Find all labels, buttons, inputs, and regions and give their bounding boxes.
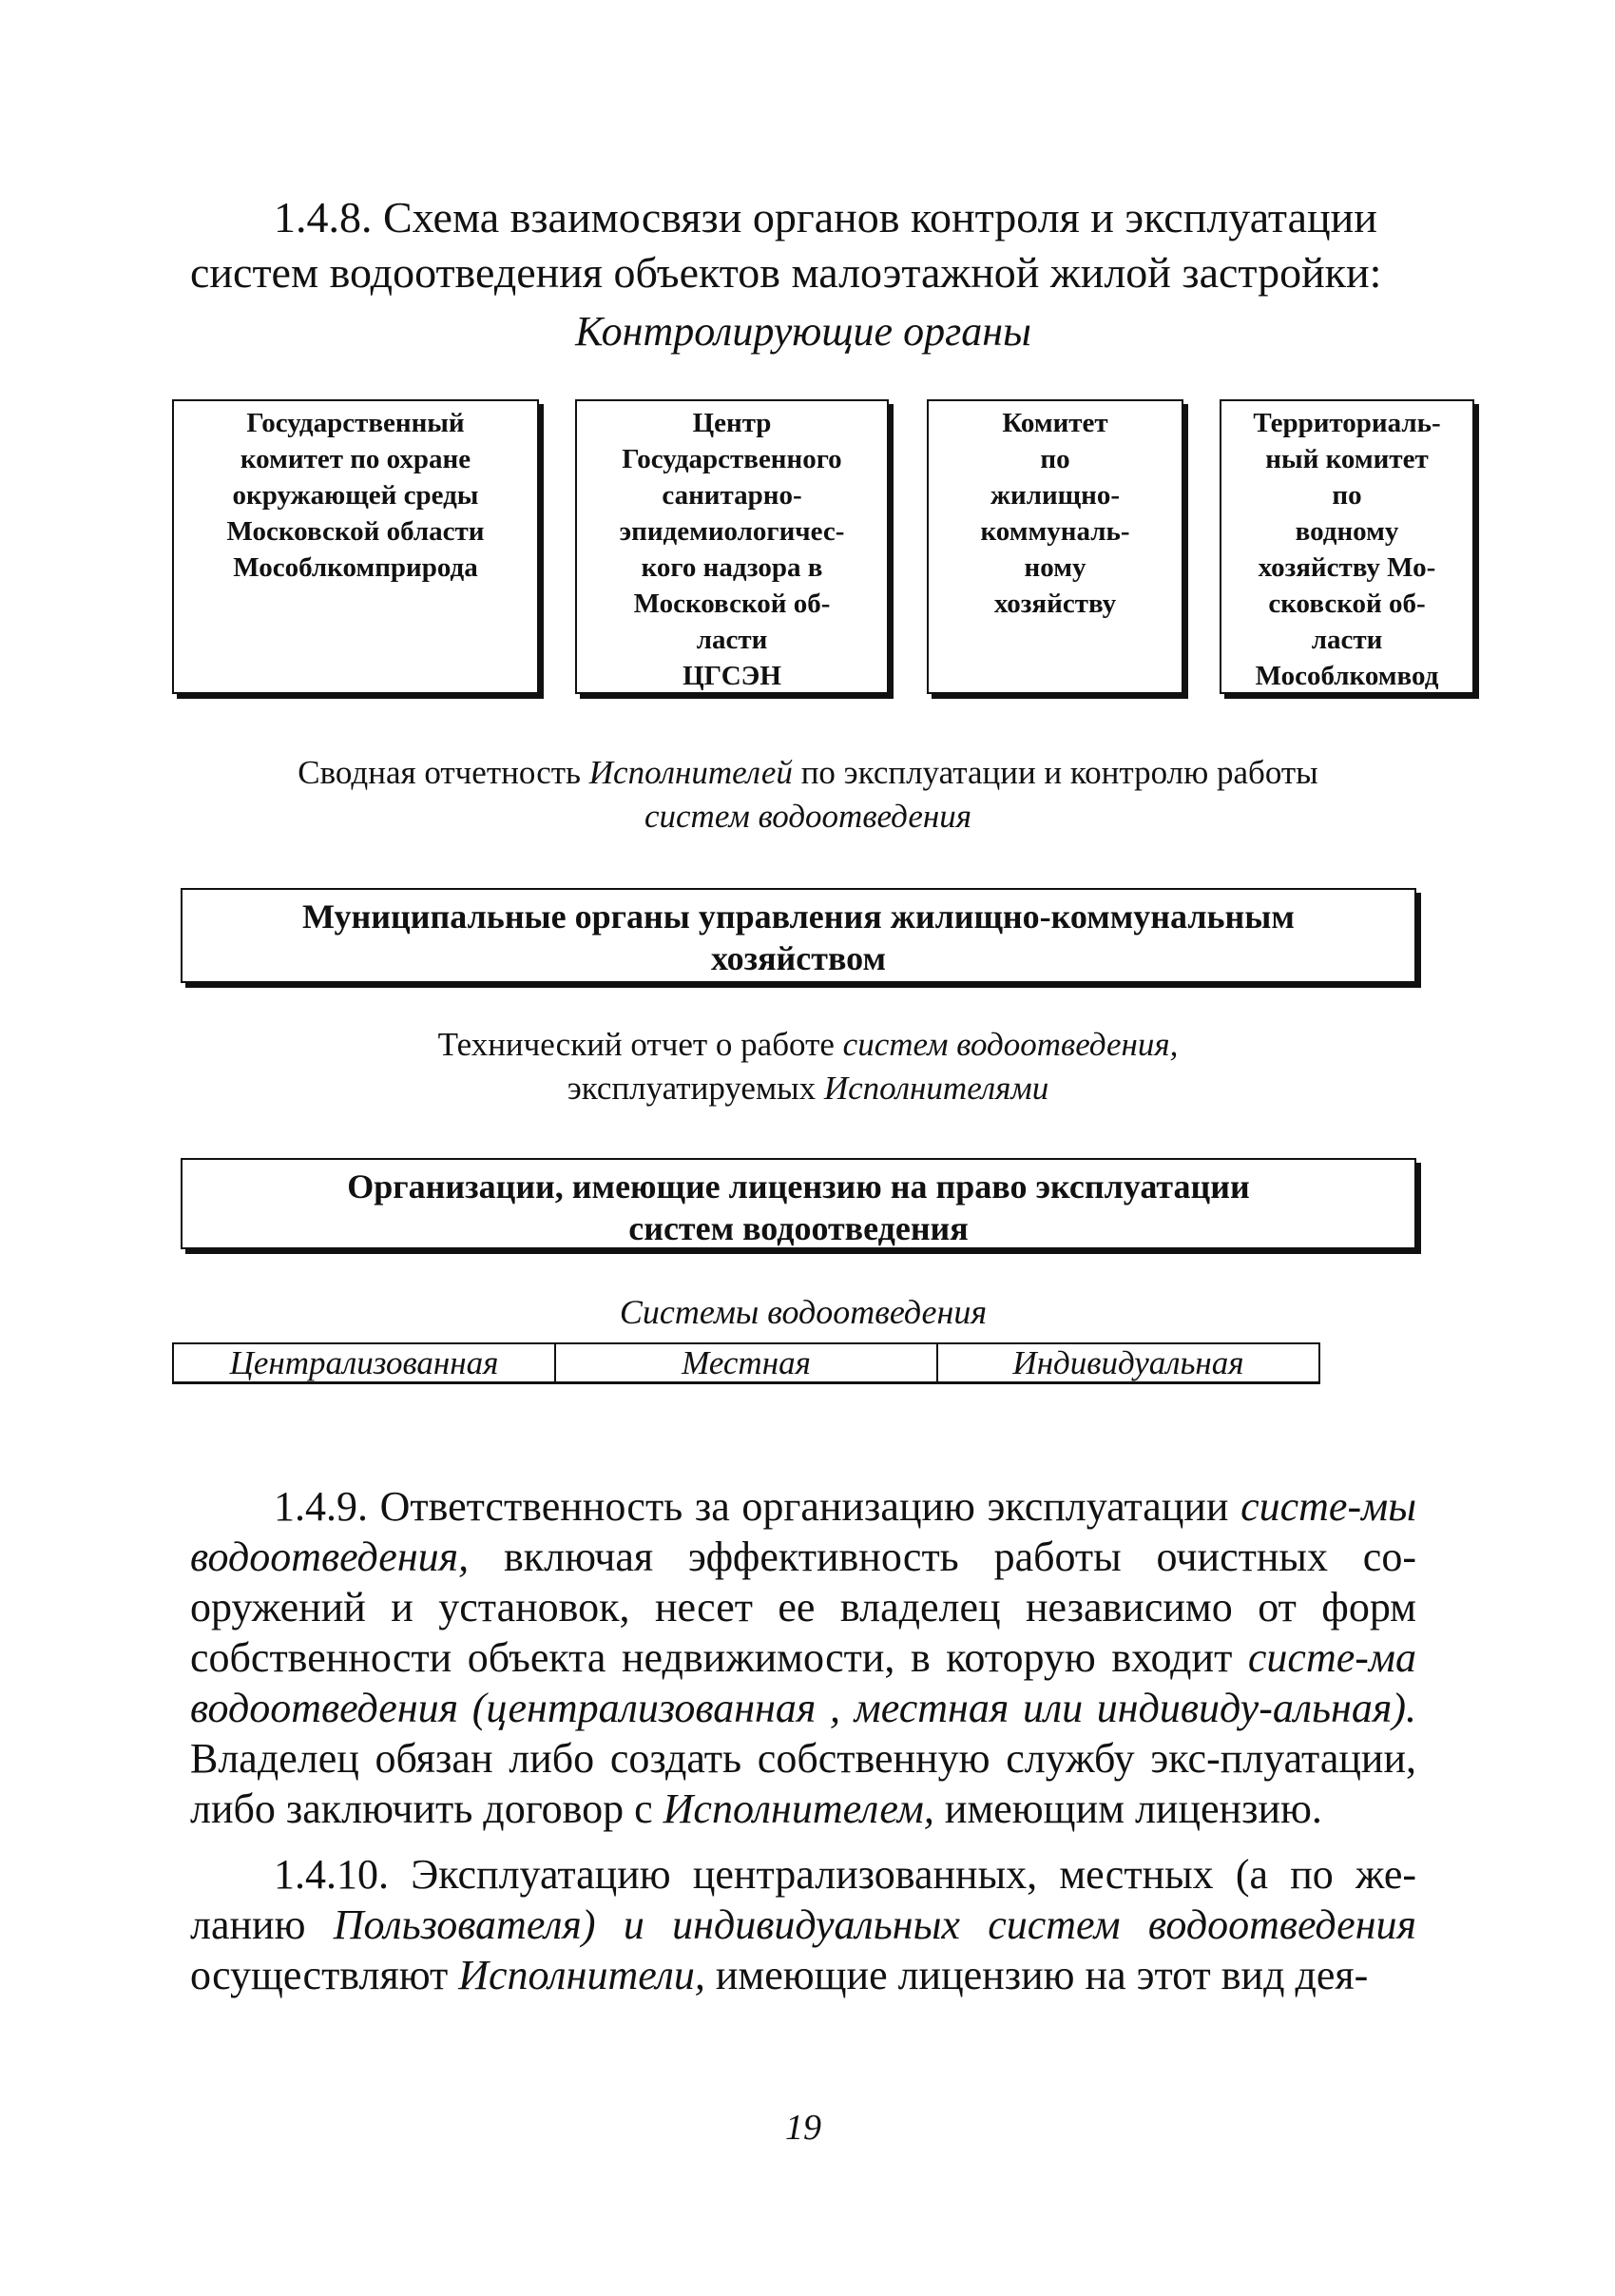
system-type-local: Местная — [556, 1344, 938, 1381]
paragraph-1-4-10: 1.4.10. Эксплуатацию централизованных, местных (а по же-ланию Пользователя) и индивидуальных систем водоотведения осуществляют Исполнители, имеющие лицензию на этот вид дея- — [190, 1851, 1416, 1998]
technical-report-text-d: Исполнителями — [823, 1070, 1049, 1107]
summary-report-text-d: систем водоотведения — [644, 798, 971, 835]
body-box-mosoblkompriroda: Государственный комитет по охране окружающей среды Московской области Мособлкомприрода — [172, 399, 539, 694]
system-type-centralized: Централизованная — [174, 1344, 556, 1381]
body-box-housing-committee: Комитет по жилищно- коммуналь- ному хозяйству — [927, 399, 1183, 694]
technical-report-text-a: Технический отчет о работе — [437, 1026, 843, 1063]
body-text — [190, 1481, 1416, 2000]
summary-report-text-b: Исполнителей — [588, 754, 793, 791]
heading-line-2: систем водоотведения объектов малоэтажной жилой застройки: — [190, 248, 1382, 297]
control-bodies-title: Контролирующие органы — [575, 308, 1031, 355]
municipal-bodies-box: Муниципальные органы управления жилищно-коммунальным хозяйством — [181, 888, 1416, 983]
heading-line-1: 1.4.8. Схема взаимосвязи органов контроля и эксплуатации — [274, 193, 1377, 241]
systems-types-row — [172, 1342, 1320, 1384]
body-box-tsgsen: Центр Государственного санитарно- эпидемиологичес- кого надзора в Московской об- ласти ЦГСЭН — [575, 399, 889, 694]
technical-report-caption — [143, 1023, 1473, 1110]
summary-report-caption — [143, 751, 1473, 839]
section-heading — [190, 190, 1416, 300]
page-number: 19 — [785, 2108, 821, 2148]
licensed-organizations-box: Организации, имеющие лицензию на право эксплуатации систем водоотведения — [181, 1158, 1416, 1249]
technical-report-text-b: систем водоотведения, — [842, 1026, 1179, 1063]
body-box-mosoblkomvod: Территориаль- ный комитет по водному хозяйству Мо- сковской об- ласти Мособлкомвод — [1220, 399, 1474, 694]
summary-report-text-a: Сводная отчетность — [298, 754, 589, 791]
paragraph-1-4-9: 1.4.9. Ответственность за организацию эксплуатации систе-мы водоотведения, включая эффективность работы очистных со-оружений и установок, несет ее владелец независимо от форм собственности объекта недвижимости, в которую входит систе-ма водоотведения (централизованная , местная или индивиду-альная). Владелец обязан либо создать собственную службу экс-плуатации, либо заключить договор с Исполнителем, имеющим лицензию. — [190, 1483, 1416, 1832]
summary-report-text-c: по эксплуатации и контролю работы — [792, 754, 1318, 791]
technical-report-text-c: эксплуатируемых — [567, 1070, 824, 1107]
systems-title: Системы водоотведения — [619, 1293, 988, 1331]
system-type-individual: Индивидуальная — [1012, 1344, 1244, 1381]
